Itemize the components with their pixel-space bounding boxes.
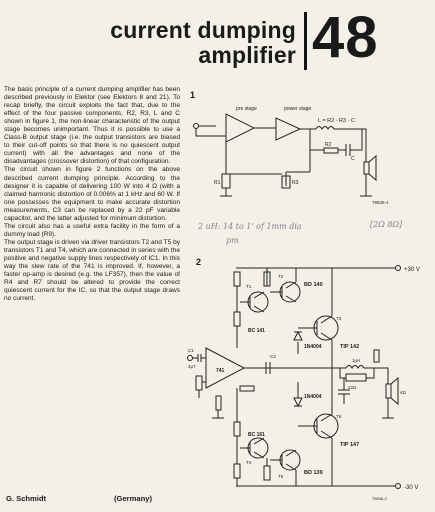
label-t2: T2 xyxy=(278,274,284,279)
fig1-r2: R2 xyxy=(325,142,332,148)
label-t6: T6 xyxy=(336,414,342,419)
figure-1-label: 1 xyxy=(190,90,196,100)
fig1-power-stage: power stage xyxy=(284,106,312,112)
handwritten-note-2: [2Ω 8Ω] xyxy=(370,220,403,229)
title-line-1: current dumping xyxy=(110,17,296,43)
supply-positive: +30 V xyxy=(404,267,420,273)
figure-1-schematic xyxy=(186,100,406,210)
label-ls: 4Ω xyxy=(400,390,406,395)
label-t3: T3 xyxy=(336,316,342,321)
label-tip147: TIP 147 xyxy=(340,442,360,448)
fig1-r3: R3 xyxy=(292,180,299,186)
label-t5: T5 xyxy=(278,474,284,479)
paragraph-3: The circuit also has a useful extra facility in the form of a dummy load (R9). xyxy=(4,222,180,238)
author-line xyxy=(6,494,186,503)
fig1-pre-stage: pre stage xyxy=(236,106,257,112)
author-name: G. Schmidt xyxy=(6,494,47,503)
label-t1: T1 xyxy=(246,284,252,289)
supply-negative: -30 V xyxy=(404,485,419,491)
fig1-r1: R1 xyxy=(214,180,221,186)
label-bd140: BD 140 xyxy=(304,282,323,288)
paragraph-2: The circuit shown in figure 2 functions on the above described current dumping principle. According to the designer it is capable of delivering 100 W into 4 Ω (with a claimed harmonic distortion of 0.006% at 1 kHz and 60 W. If one possesses the equipment to make accurate distortion measurements, C3 can be replaced by a 22 pF variable capacitor, and the latter adjusted for minimum distortion. xyxy=(4,166,180,222)
article-body xyxy=(4,86,180,303)
label-t4: T4 xyxy=(246,460,252,465)
label-741: 741 xyxy=(216,368,225,374)
fig2-code: 79636-2 xyxy=(372,496,387,501)
label-bd139: BD 139 xyxy=(304,470,323,476)
label-r-output: 22Ω xyxy=(348,385,357,390)
label-bc141: BC 141 xyxy=(248,328,265,334)
title-divider xyxy=(304,12,307,70)
title-line-2: amplifier xyxy=(198,42,296,68)
label-1n4004-bottom: 1N4004 xyxy=(304,394,322,400)
label-1n4004-top: 1N4004 xyxy=(304,344,322,350)
label-c1: C1 xyxy=(188,348,194,353)
fig1-c: C xyxy=(351,156,355,162)
page-number: 48 xyxy=(312,5,379,70)
label-bc161: BC 161 xyxy=(248,432,265,438)
figure-2-schematic xyxy=(186,258,426,503)
label-coil: 1μH xyxy=(352,358,361,363)
handwritten-note-1: 2 uH: 14 to 1' of 1mm dia xyxy=(198,222,302,231)
page-title xyxy=(84,18,296,68)
fig1-formula: L = R2 · R3 · C xyxy=(318,118,355,124)
label-c1-value: 4μ7 xyxy=(188,364,196,369)
label-c3: C3 xyxy=(270,354,276,359)
paragraph-4: The output stage is driven via driver transistors T2 and T5 by transistors T1 and T4, which are connected in series with the positive and negative supply lines respectively of IC1. In this way the slew rate of the 741 is improved. If, however, a faster op-amp is desired (e.g. the LF357), then the value of R4 and R7 should be altered to provide the correct quiescent current for the IC, so that the output stage draws no current. xyxy=(4,238,180,303)
figure-2-label: 2 xyxy=(196,257,202,267)
handwritten-note-3: pm xyxy=(226,236,239,245)
label-tip142: TIP 142 xyxy=(340,344,360,350)
paragraph-1: The basic principle of a current dumping amplifier has been described previously in Elektor (see Elektors 8 and 21). To recap briefly, the circuit exploits the fact that, due to the effect of the four passive components, R2, R3, L and C shown in figure 1, the non-linear characteristic of the output stage becomes unimportant. Thus it is possible to use a Class-B output stage (i.e. the output transistors are biased to their cut-off points so that there is no quiescent output current) with all the advantages and none of the disadvantages (crossover distortion) of that configuration. xyxy=(4,86,180,166)
author-country: (Germany) xyxy=(114,494,152,503)
fig1-code: 79636-1 xyxy=(372,200,389,205)
